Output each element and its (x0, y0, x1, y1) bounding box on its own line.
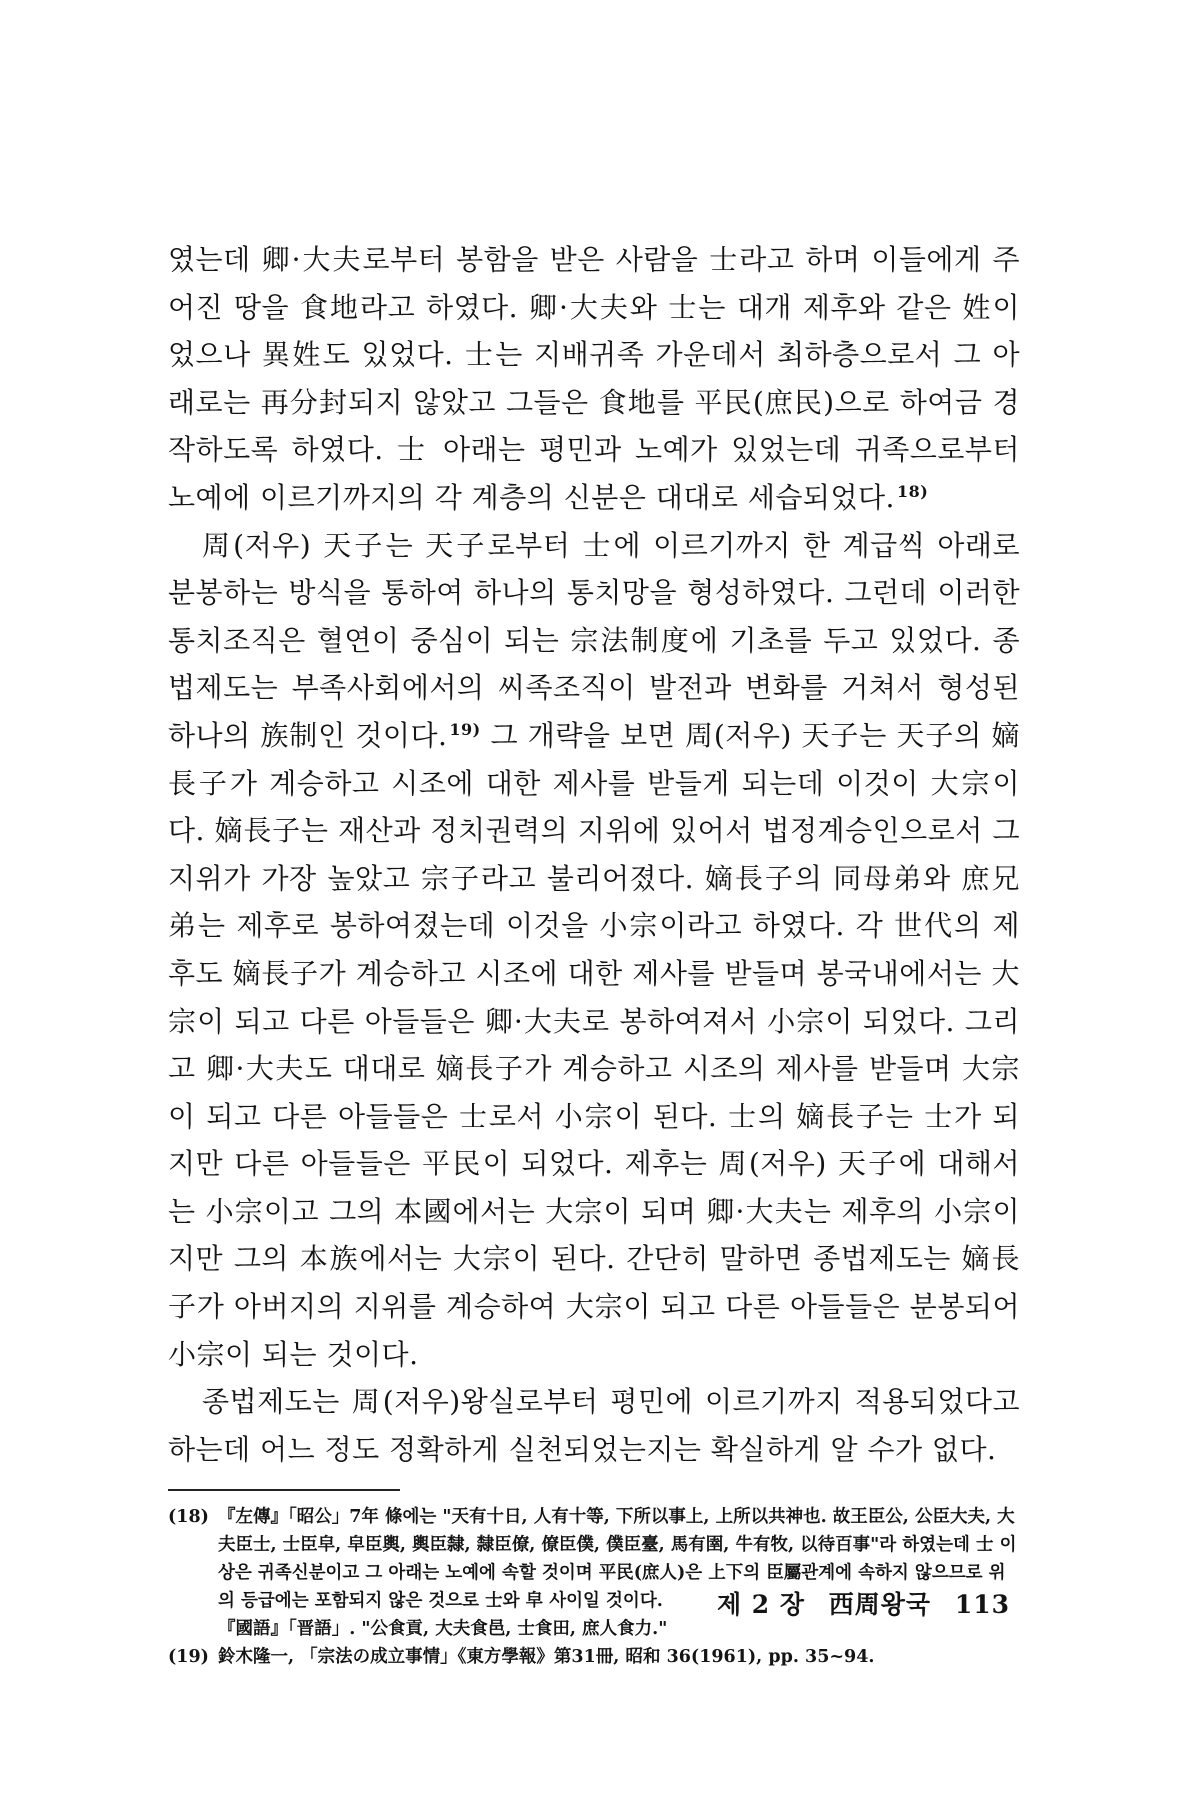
footnote-19-text: 鈴木隆一, 「宗法の成立事情」《東方學報》第31冊, 昭和 36(1961), pp. 35~94. (218, 1647, 875, 1668)
running-footer (717, 1585, 1010, 1621)
paragraph-1-text: 였는데 卿·大夫로부터 봉함을 받은 사람을 士라고 하며 이들에게 주어진 땅을 食地라고 하였다. 卿·大夫와 士는 대개 제후와 같은 姓이었으나 異姓도 있었다. 士는 지배귀족 가운데서 최하층으로서 그 아래로는 再分封되지 않았고 그들은 食地를 平民(庶民)으로 하여금 경작하도록 하였다. 士 아래는 평민과 노예가 있었는데 귀족으로부터 노예에 이르기까지의 각 계층의 신분은 대대로 세습되었다. (168, 243, 1020, 514)
footnote-19-number: (19) (168, 1647, 209, 1668)
footnote-ref-19: 19) (449, 719, 481, 739)
body-text (168, 236, 1020, 1473)
paragraph-2b-text: 그 개략을 보면 周(저우) 天子는 天子의 嫡長子가 계승하고 시조에 대한 제사를 받들게 되는데 이것이 大宗이다. 嫡長子는 재산과 정치권력의 지위에 있어서 법정계승인으로서 그 지위가 가장 높았고 宗子라고 불리어졌다. 嫡長子의 同母弟와 庶兄弟는 제후로 봉하여졌는데 이것을 小宗이라고 하였다. 각 世代의 제후도 嫡長子가 계승하고 시조에 대한 제사를 받들며 봉국내에서는 大宗이 되고 다른 아들들은 卿·大夫로 봉하여져서 小宗이 되었다. 그리고 卿·大夫도 대대로 嫡長子가 계승하고 시조의 제사를 받들며 大宗이 되고 다른 아들들은 士로서 小宗이 된다. 士의 嫡長子는 士가 되지만 다른 아들들은 平民이 되었다. 제후는 周(저우) 天子에 대해서는 小宗이고 그의 本國에서는 大宗이 되며 卿·大夫는 제후의 小宗이지만 그의 本族에서는 大宗이 된다. 간단히 말하면 종법제도는 嫡長子가 아버지의 지위를 계승하여 大宗이 되고 다른 아들들은 분봉되어 小宗이 되는 것이다. (168, 718, 1021, 1371)
footer-title: 西周왕국 (828, 1590, 932, 1619)
footnote-ref-18: 18) (896, 481, 929, 501)
footnote-18-number: (18) (168, 1507, 209, 1528)
page-number: 113 (954, 1590, 1010, 1619)
footer-chapter: 제 2 장 (716, 1590, 806, 1619)
footnote-18-text: 『左傳』「昭公」7年 條에는 "天有十日, 人有十等, 下所以事上, 上所以共神也. 故王臣公, 公臣大夫, 大夫臣士, 士臣皁, 皁臣輿, 輿臣隸, 隸臣僚, 僚臣僕, 僕臣臺, 馬有圉, 牛有牧, 以待百事"라 하였는데 士 이상은 귀족신분이고 그 아래는 노예에 속할 것이며 平民(庶人)은 上下의 臣屬관계에 속하지 않으므로 위의 등급에는 포함되지 않은 것으로 士와 皁 사이일 것이다. (218, 1507, 1017, 1612)
paragraph-1 (168, 236, 1020, 522)
paragraph-2a-text: 周(저우) 天子는 天子로부터 士에 이르기까지 한 계급씩 아래로 분봉하는 방식을 통하여 하나의 통치망을 형성하였다. 그런데 이러한 통치조직은 혈연이 중심이 되는 宗法制度에 기초를 두고 있었다. 종법제도는 부족사회에서의 씨족조직이 발전과 변화를 거쳐서 형성된 하나의 族制인 것이다. (168, 528, 1020, 752)
footnote-18-sub: 『國語』「晋語」. "公食貢, 大夫食邑, 士食田, 庶人食力." (218, 1619, 668, 1640)
page-content (168, 236, 1020, 1671)
footnote-divider (168, 1489, 400, 1491)
paragraph-3: 종법제도는 周(저우)왕실로부터 평민에 이르기까지 적용되었다고 하는데 어느 정도 정확하게 실천되었는지는 확실하게 알 수가 없다. (168, 1385, 1020, 1466)
footnote-19 (168, 1643, 1020, 1671)
paragraph-2 (168, 522, 1020, 1379)
